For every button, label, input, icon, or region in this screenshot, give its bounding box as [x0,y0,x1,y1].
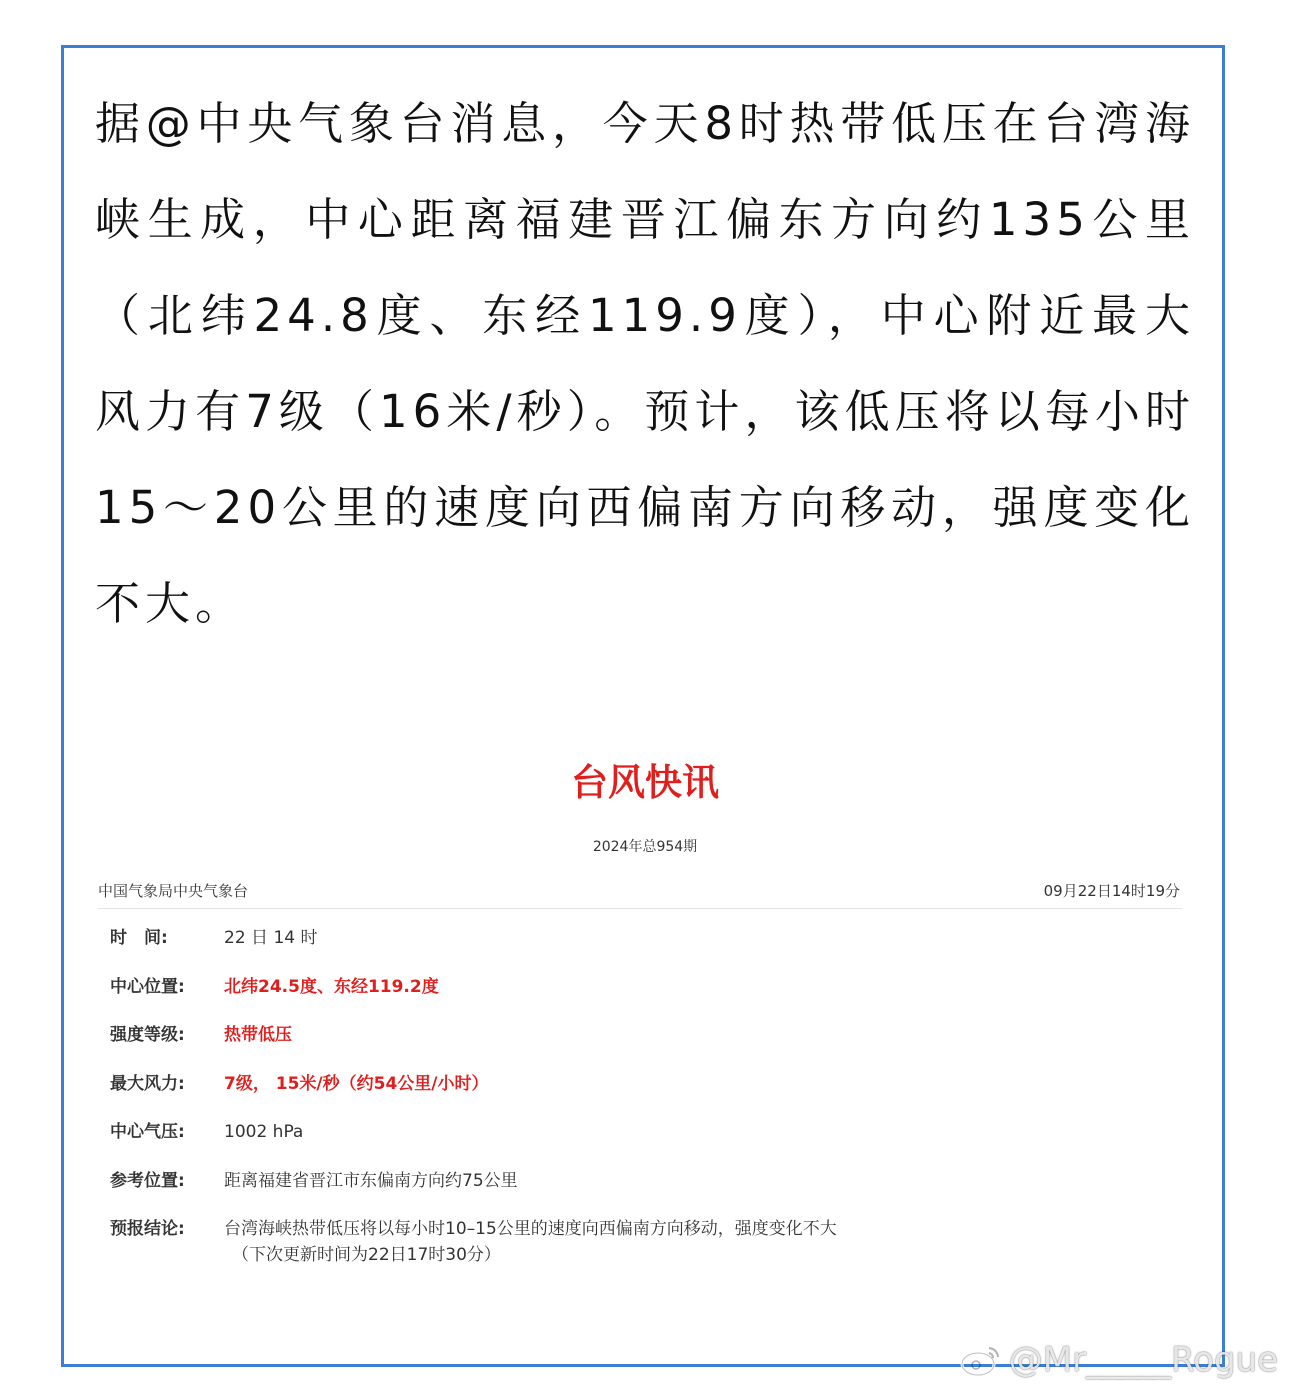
bulletin-publish-time: 09月22日14时19分 [1043,882,1180,900]
weibo-icon [959,1342,1003,1378]
watermark [959,1340,1278,1380]
bulletin-title: 台风快讯 [571,761,719,804]
info-value: 1002 hPa [224,1122,304,1142]
info-row-time [110,925,1180,974]
info-label: 强度等级: [110,1025,185,1045]
post-intro-text: 据@中央气象台消息，今天8时热带低压在台湾海峡生成，中心距离福建晋江偏东方向约135公里（北纬24.8度、东经119.9度），中心附近最大风力有7级（16米/秒）。预计，该低压将以每小时15～20公里的速度向西偏南方向移动，强度变化不大。 [95,97,1195,630]
info-value: 北纬24.5度、东经119.2度 [224,976,439,997]
info-value: 距离福建省晋江市东偏南方向约75公里 [224,1170,518,1191]
bulletin-source: 中国气象局中央气象台 [98,882,249,900]
bulletin-info-table [110,925,1180,1268]
info-row-intensity [110,1022,1180,1071]
watermark-text: @Mr_____Rogue [1008,1340,1278,1380]
info-row-reference-position [110,1168,1180,1217]
info-label: 参考位置: [110,1170,185,1191]
info-row-pressure [110,1119,1180,1168]
info-label: 中心位置: [110,976,185,997]
info-label: 预报结论: [110,1219,185,1239]
info-value: 热带低压 [224,1025,292,1045]
bulletin-divider [98,908,1182,909]
bulletin-issue-number: 2024年总954期 [592,839,698,855]
forecast-conclusion: 台湾海峡热带低压将以每小时10–15公里的速度向西偏南方向移动，强度变化不大 [224,1219,837,1239]
info-label: 中心气压: [110,1122,185,1142]
next-update-note: （下次更新时间为22日17时30分） [232,1245,501,1265]
info-label: 时 间: [110,928,168,948]
info-value: 7级， 15米/秒（约54公里/小时） [224,1073,489,1094]
info-row-max-wind [110,1071,1180,1120]
info-row-forecast [110,1216,1180,1268]
info-value: 22 日 14 时 [224,928,318,948]
info-label: 最大风力: [110,1073,185,1094]
info-row-center-position [110,974,1180,1023]
info-value [224,1216,837,1268]
